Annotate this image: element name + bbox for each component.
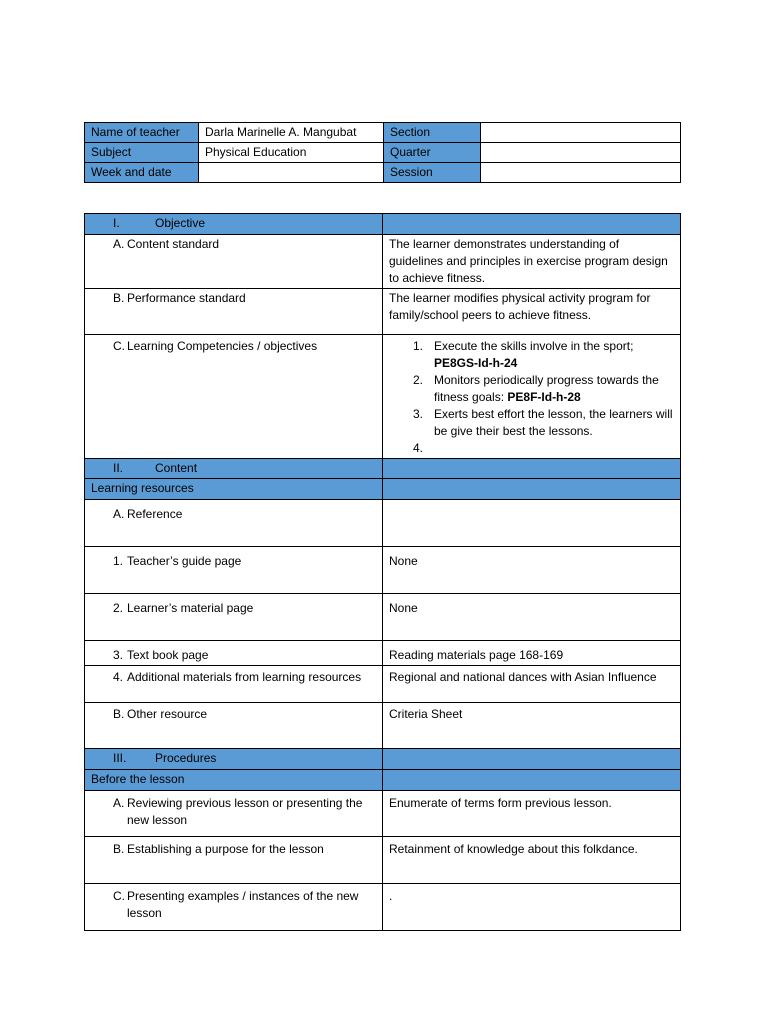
- performance-standard-label: Performance standard: [127, 291, 246, 305]
- session-label: Session: [384, 163, 481, 183]
- competency-item: 4.: [413, 441, 424, 455]
- other-resource-num: B.: [113, 707, 125, 721]
- purpose-row: [85, 837, 383, 884]
- purpose-value: Retainment of knowledge about this folkdance.: [383, 837, 681, 884]
- competency-item: 1. Execute the skills involve in the sport; PE8GS-Id-h-24: [413, 339, 634, 370]
- reference-value: [383, 500, 681, 547]
- procedures-header-right: [383, 749, 681, 770]
- content-title: Content: [155, 461, 198, 475]
- textbook-row: [85, 641, 383, 666]
- week-and-date-label: Week and date: [85, 163, 199, 183]
- competency-code: PE8F-Id-h-28: [507, 390, 581, 404]
- examples-label: Presenting examples / instances of the new lesson: [127, 889, 359, 920]
- performance-standard-row: [85, 289, 383, 335]
- other-resource-row: [85, 703, 383, 749]
- learners-material-num: 2.: [113, 601, 124, 615]
- learners-material-value: None: [383, 594, 681, 641]
- other-resource-label: Other resource: [127, 707, 208, 721]
- competency-item: 3. Exerts best effort the lesson, the learners will be give their best the lessons.: [413, 407, 673, 438]
- name-of-teacher-label: Name of teacher: [85, 123, 199, 143]
- textbook-value: Reading materials page 168-169: [383, 641, 681, 666]
- competency-item: 2. Monitors periodically progress towards the fitness goals: PE8F-Id-h-28: [413, 373, 659, 404]
- learners-material-row: [85, 594, 383, 641]
- reviewing-row: [85, 791, 383, 837]
- content-standard-num: A.: [113, 237, 125, 251]
- performance-standard-num: B.: [113, 291, 125, 305]
- subject-label: Subject: [85, 143, 199, 163]
- content-standard-value: The learner demonstrates understanding of guidelines and principles in exercise program design to achieve fitness.: [383, 235, 681, 289]
- teachers-guide-num: 1.: [113, 554, 124, 568]
- section-label: Section: [384, 123, 481, 143]
- procedures-header: [85, 749, 383, 770]
- content-header-right: [383, 459, 681, 479]
- competencies-row: [85, 335, 383, 459]
- examples-row: [85, 884, 383, 931]
- learning-resources-header: Learning resources: [85, 479, 383, 500]
- additional-materials-row: [85, 666, 383, 703]
- subject-value: Physical Education: [199, 143, 384, 163]
- objective-title: Objective: [155, 216, 206, 230]
- objective-header: [85, 214, 383, 235]
- reference-label: Reference: [127, 507, 183, 521]
- content-standard-label: Content standard: [127, 237, 220, 251]
- competencies-num: C.: [113, 339, 125, 353]
- name-of-teacher-value: Darla Marinelle A. Mangubat: [199, 123, 384, 143]
- learning-resources-header-right: [383, 479, 681, 500]
- content-num: II.: [113, 461, 124, 475]
- quarter-label: Quarter: [384, 143, 481, 163]
- purpose-label: Establishing a purpose for the lesson: [127, 842, 324, 856]
- examples-value: .: [383, 884, 681, 931]
- teachers-guide-label: Teacher’s guide page: [127, 554, 242, 568]
- additional-materials-value: Regional and national dances with Asian Influence: [383, 666, 681, 703]
- additional-materials-label: Additional materials from learning resources: [127, 670, 362, 684]
- lesson-plan-table: [84, 213, 681, 931]
- additional-materials-num: 4.: [113, 670, 124, 684]
- teacher-info-table: [84, 122, 681, 183]
- competency-code: PE8GS-Id-h-24: [434, 356, 518, 370]
- competencies-label: Learning Competencies / objectives: [127, 339, 318, 353]
- session-value: [481, 163, 681, 183]
- competencies-value: [383, 335, 681, 459]
- procedures-num: III.: [113, 751, 127, 765]
- content-header: [85, 459, 383, 479]
- reference-row: [85, 500, 383, 547]
- examples-num: C.: [113, 889, 125, 903]
- textbook-label: Text book page: [127, 648, 209, 662]
- objective-header-right: [383, 214, 681, 235]
- content-standard-row: [85, 235, 383, 289]
- reviewing-num: A.: [113, 796, 125, 810]
- learners-material-label: Learner’s material page: [127, 601, 254, 615]
- teachers-guide-value: None: [383, 547, 681, 594]
- reference-num: A.: [113, 507, 125, 521]
- before-lesson-header: Before the lesson: [85, 770, 383, 791]
- objective-num: I.: [113, 216, 120, 230]
- competencies-list: [389, 338, 674, 457]
- other-resource-value: Criteria Sheet: [383, 703, 681, 749]
- reviewing-value: Enumerate of terms form previous lesson.: [383, 791, 681, 837]
- reviewing-label: Reviewing previous lesson or presenting the new lesson: [127, 796, 363, 827]
- section-value: [481, 123, 681, 143]
- procedures-title: Procedures: [155, 751, 217, 765]
- performance-standard-value: The learner modifies physical activity program for family/school peers to achieve fitness.: [383, 289, 681, 335]
- week-and-date-value: [199, 163, 384, 183]
- teachers-guide-row: [85, 547, 383, 594]
- purpose-num: B.: [113, 842, 125, 856]
- textbook-num: 3.: [113, 648, 124, 662]
- before-lesson-header-right: [383, 770, 681, 791]
- quarter-value: [481, 143, 681, 163]
